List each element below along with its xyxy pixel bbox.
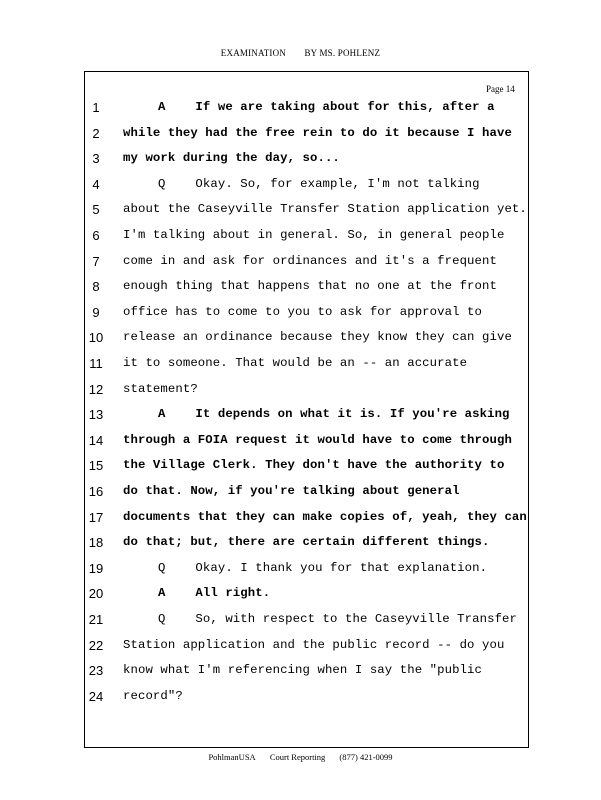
transcript-line — [0, 177, 601, 199]
header-section: EXAMINATION — [220, 48, 286, 58]
page-header — [0, 48, 601, 58]
line-text: do that. Now, if you're talking about general — [123, 484, 460, 498]
line-number: 21 — [88, 612, 104, 627]
line-number: 9 — [92, 304, 100, 320]
line-number: 3 — [92, 151, 100, 167]
line-number: 2 — [92, 125, 100, 141]
line-number: 1 — [92, 100, 100, 115]
line-text: the Village Clerk. They don't have the authority to — [123, 458, 505, 473]
line-number: 23 — [88, 663, 104, 679]
line-text: Station application and the public record -- do you — [123, 637, 505, 652]
line-number: 11 — [89, 356, 103, 371]
line-number: 15 — [88, 458, 104, 474]
transcript-line — [0, 382, 601, 404]
footer-service: Court Reporting — [269, 752, 326, 762]
transcript-line — [0, 151, 601, 173]
line-number: 22 — [88, 637, 104, 653]
line-number: 10 — [88, 330, 104, 346]
header-examiner: BY MS. POHLENZ — [304, 48, 381, 58]
line-number: 8 — [92, 279, 100, 295]
line-text: my work during the day, so... — [123, 151, 340, 166]
line-number: 20 — [88, 586, 104, 602]
transcript-line — [0, 305, 601, 327]
line-number: 24 — [88, 688, 104, 704]
transcript-line — [0, 228, 601, 250]
line-text: Q Okay. I thank you for that explanation. — [158, 560, 488, 575]
line-number: 17 — [88, 509, 104, 525]
line-text: A It depends on what it is. If you're asking — [158, 407, 510, 422]
line-text: about the Caseyville Transfer Station application yet. — [123, 202, 527, 217]
line-number: 18 — [88, 535, 104, 551]
transcript-line — [0, 126, 601, 148]
line-text: through a FOIA request it would have to come through — [123, 432, 512, 447]
line-text: while they had the free rein to do it because I have — [123, 125, 512, 140]
transcript-line — [0, 663, 601, 685]
line-number: 12 — [88, 381, 104, 397]
line-number: 6 — [92, 228, 100, 243]
line-text: know what I'm referencing when I say the "public — [123, 663, 483, 678]
line-number: 13 — [88, 407, 104, 423]
footer-phone: (877) 421-0099 — [339, 752, 393, 762]
line-text: A If we are taking about for this, after a — [158, 100, 495, 114]
transcript-line — [0, 458, 601, 480]
line-text: documents that they can make copies of, yeah, they can — [123, 509, 527, 524]
line-text: statement? — [123, 381, 198, 396]
page-footer — [0, 752, 601, 762]
transcript-line — [0, 202, 601, 224]
line-number: 5 — [92, 202, 100, 218]
transcript-line — [0, 561, 601, 583]
line-number: 7 — [92, 253, 100, 269]
transcript-line — [0, 535, 601, 557]
footer-company: PohlmanUSA — [208, 752, 256, 762]
line-text: Q So, with respect to the Caseyville Transfer — [158, 612, 518, 626]
transcript-line — [0, 638, 601, 660]
transcript-line — [0, 279, 601, 301]
transcript-line — [0, 689, 601, 711]
line-text: record"? — [123, 688, 183, 703]
line-number: 4 — [92, 176, 100, 192]
transcript-line — [0, 100, 601, 122]
page-number: Page 14 — [486, 84, 515, 94]
transcript-line — [0, 484, 601, 506]
line-text: release an ordinance because they know they can give — [123, 330, 512, 345]
line-text: it to someone. That would be an -- an accurate — [123, 356, 468, 370]
line-text: I'm talking about in general. So, in general people — [123, 228, 505, 242]
transcript-line — [0, 510, 601, 532]
transcript-line — [0, 612, 601, 634]
line-number: 19 — [88, 560, 104, 576]
line-text: do that; but, there are certain different things. — [123, 535, 490, 550]
transcript-line — [0, 356, 601, 378]
transcript-line — [0, 407, 601, 429]
line-text: office has to come to you to ask for approval to — [123, 304, 483, 319]
transcript-line — [0, 586, 601, 608]
transcript-line — [0, 254, 601, 276]
line-text: come in and ask for ordinances and it's a frequent — [123, 253, 497, 268]
transcript-line — [0, 433, 601, 455]
line-number: 16 — [88, 484, 104, 499]
line-text: A All right. — [158, 586, 271, 601]
line-text: enough thing that happens that no one at the front — [123, 279, 497, 294]
line-number: 14 — [88, 432, 104, 448]
transcript-line — [0, 330, 601, 352]
line-text: Q Okay. So, for example, I'm not talking — [158, 176, 480, 191]
